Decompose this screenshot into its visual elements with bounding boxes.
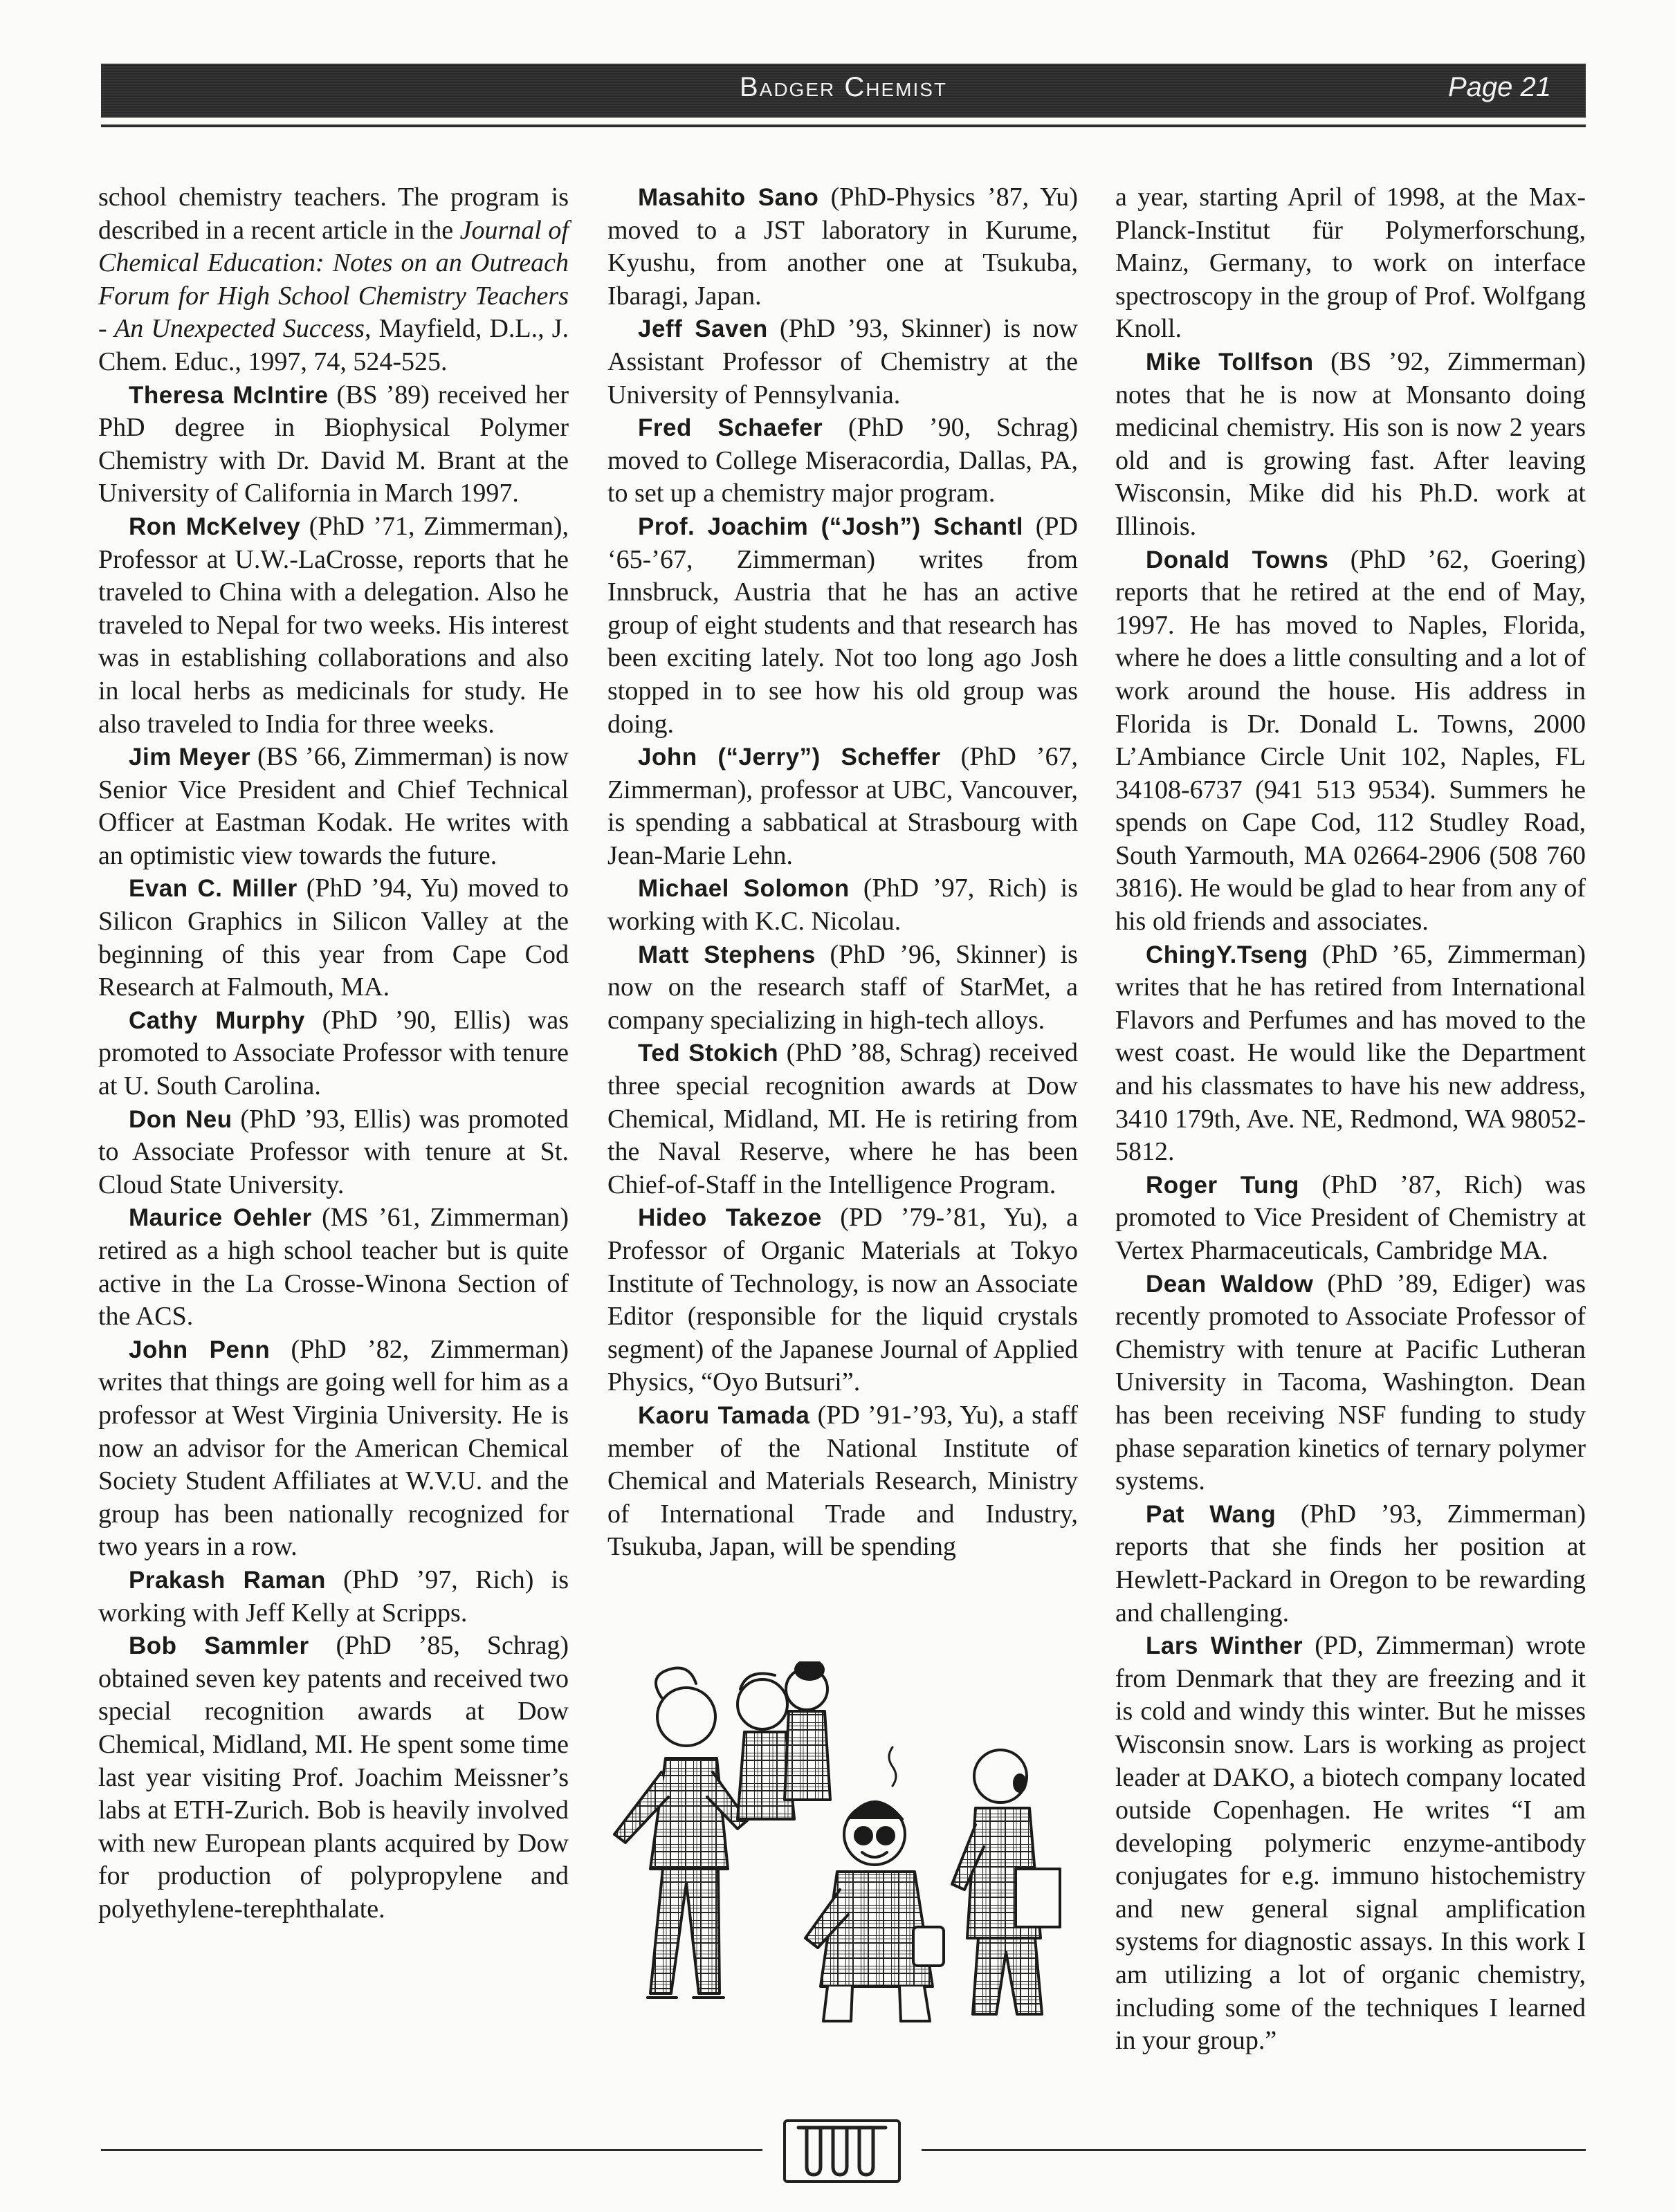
alumni-text: (PD ’91-’93, Yu), a staff member of the National Institute of Chemical and Materials Research, Ministry of International Trade and Industry, Tsukuba, Japan, will be spending	[607, 1400, 1078, 1562]
alumni-entry	[98, 1004, 569, 1103]
alumni-text: (PD ‘65-’67, Zimmerman) writes from Innsbruck, Austria that he has an active group of eight students and that research has been exciting lately. Not too long ago Josh stopped in to see how his old group was doing.	[607, 511, 1078, 739]
alumni-name: Ted Stokich	[638, 1040, 779, 1067]
alumni-name: Fred Schaefer	[638, 414, 823, 442]
alumni-entry	[98, 741, 569, 872]
alumni-name: Pat Wang	[1146, 1500, 1276, 1528]
alumni-entry	[607, 181, 1078, 313]
footer-rule	[922, 2149, 1586, 2151]
column-3	[1115, 181, 1586, 2058]
alumni-name: John (“Jerry”) Scheffer	[638, 744, 941, 771]
alumni-text: (PhD-Physics ’87, Yu) moved to a JST laboratory in Kurume, Kyushu, from another one at Tsukuba, Ibaragi, Japan.	[607, 183, 1078, 311]
alumni-text: (BS ’89) received her PhD degree in Biophysical Polymer Chemistry with Dr. David M. Brant at the University of California in March 1997.	[98, 380, 569, 508]
alumni-name: Cathy Murphy	[129, 1006, 305, 1034]
alumni-entry	[1115, 544, 1586, 939]
alumni-name: Ron McKelvey	[129, 513, 301, 540]
alumni-entry	[1115, 346, 1586, 544]
journal-title: Journal of Chemical Education: Notes on an Outreach Forum for High School Chemistry Teachers - An Unexpected Success	[98, 215, 569, 344]
page-number: Page 21	[1447, 72, 1551, 102]
alumni-text: (PhD ’97, Rich) is working with Jeff Kelly at Scripps.	[98, 1565, 569, 1628]
alumni-name: Prof. Joachim (“Josh”) Schantl	[638, 513, 1024, 540]
alumni-entry	[98, 1564, 569, 1630]
alumni-entry	[98, 1103, 569, 1202]
alumni-name: Roger Tung	[1146, 1171, 1299, 1199]
alumni-name: Don Neu	[129, 1105, 232, 1133]
alumni-text: (PhD ’94, Yu) moved to Silicon Graphics in Silicon Valley at the beginning of this year from Cape Cod Research at Falmouth, MA.	[98, 874, 569, 1002]
alumni-text: (PhD ’89, Ediger) was recently promoted to Associate Professor of Chemistry with tenure at Pacific Lutheran University in Tacoma, Washington. Dean has been receiving NSF funding to study phase separation kinetics of ternary polymer systems.	[1115, 1269, 1586, 1496]
alumni-entry	[607, 412, 1078, 510]
alumni-name: Theresa McIntire	[129, 381, 329, 409]
alumni-text: a year, starting April of 1998, at the Max-Planck-Institut für Polymerforschung, Mainz, Germany, to work on interface spectroscopy in the group of Prof. Wolfgang Knoll.	[1115, 183, 1586, 344]
paragraph-text: , Mayfield, D.L., J. Chem. Educ., 1997, 74, 524-525.	[98, 314, 569, 376]
alumni-text: (BS ’66, Zimmerman) is now Senior Vice President and Chief Technical Officer at Eastman Kodak. He writes with an optimistic view towards the future.	[98, 742, 569, 870]
alumni-text: (PhD ’87, Rich) was promoted to Vice President of Chemistry at Vertex Pharmaceuticals, Cambridge MA.	[1115, 1170, 1586, 1265]
alumni-text: (PD, Zimmerman) wrote from Denmark that they are freezing and it is cold and windy this winter. But he misses Wisconsin snow. Lars is working as project leader at DAKO, a biotech company located outside Copenhagen. He writes “I am developing polymeric enzyme-antibody conjugates for e.g. immuno histochemistry and new general signal amplification systems for diagnostic assays. In this work I am utilizing a lot of organic chemistry, including some of the techniques I learned in your group.”	[1115, 1631, 1586, 2056]
alumni-name: Masahito Sano	[638, 184, 819, 211]
paragraph-text: school chemistry teachers. The program is described in a recent article in the	[98, 183, 569, 245]
alumni-name: Jeff Saven	[638, 315, 768, 343]
alumni-entry	[607, 510, 1078, 741]
column-2	[607, 181, 1078, 1564]
article-paragraph	[98, 181, 569, 379]
alumni-text: (PhD ’97, Rich) is working with K.C. Nicolau.	[607, 874, 1079, 937]
alumni-entry	[98, 1334, 569, 1564]
alumni-text: (PhD ’82, Zimmerman) writes that things are going well for him as a professor at West Virginia University. He is now an advisor for the American Chemical Society Student Affiliates at W.V.U. and the group has been nationally recognized for two years in a row.	[98, 1334, 569, 1562]
newsletter-title: Badger Chemist	[739, 72, 948, 102]
alumni-text: (MS ’61, Zimmerman) retired as a high school teacher but is quite active in the La Crosse-Winona Section of the ACS.	[98, 1203, 569, 1331]
alumni-name: Maurice Oehler	[129, 1204, 312, 1232]
alumni-entry	[607, 741, 1078, 872]
alumni-entry	[98, 1630, 569, 1926]
alumni-name: Prakash Raman	[129, 1566, 326, 1594]
alumni-entry	[98, 1201, 569, 1333]
alumni-text: (PhD ’71, Zimmerman), Professor at U.W.-LaCrosse, reports that he traveled to China with a delegation. Also he traveled to Nepal for two weeks. His interest was in establishing collaborations and also in local herbs as medicinals for study. He also traveled to India for three weeks.	[98, 511, 569, 739]
footer-rule	[101, 2149, 762, 2151]
alumni-name: Michael Solomon	[638, 875, 850, 903]
alumni-entry	[1115, 1630, 1586, 2058]
alumni-name: Mike Tollfson	[1146, 348, 1314, 376]
alumni-text: (PhD ’93, Ellis) was promoted to Associate Professor with tenure at St. Cloud State University.	[98, 1104, 569, 1199]
alumni-entry	[607, 1037, 1078, 1201]
alumni-entry	[98, 872, 569, 1004]
alumni-text: (PhD ’90, Ellis) was promoted to Associate Professor with tenure at U. South Carolina.	[98, 1005, 569, 1101]
alumni-text: (PD ’79-’81, Yu), a Professor of Organic Materials at Tokyo Institute of Technology, is now an Associate Editor (responsible for the liquid crystals segment) of the Japanese Journal of Applied Physics, “Oyo Butsuri”.	[607, 1203, 1078, 1397]
alumni-entry	[607, 313, 1078, 412]
column-1	[98, 181, 569, 1926]
alumni-entry	[607, 1399, 1078, 1564]
alumni-name: Evan C. Miller	[129, 875, 298, 903]
alumni-entry	[607, 939, 1078, 1038]
alumni-name: Dean Waldow	[1146, 1270, 1314, 1298]
alumni-entry-continued	[1115, 181, 1586, 346]
alumni-name: Kaoru Tamada	[638, 1401, 810, 1429]
alumni-name: Bob Sammler	[129, 1632, 309, 1660]
alumni-name: John Penn	[129, 1336, 271, 1363]
alumni-entry	[607, 1201, 1078, 1399]
alumni-text: (PhD ’62, Goering) reports that he retired at the end of May, 1997. He has moved to Naples, Florida, where he does a little consulting and a lot of work around the house. His address in Florida is Dr. Donald L. Towns, 2000 L’Ambiance Circle Unit 102, Naples, FL 34108-6737 (941 513 9534). Summers he spends on Cape Cod, 112 Studley Road, South Yarmouth, MA 02664-2906 (508 760 3816). He would be glad to hear from any of his old friends and associates.	[1115, 544, 1586, 937]
header-rule	[101, 125, 1586, 127]
alumni-text: (PhD ’65, Zimmerman) writes that he has retired from International Flavors and Perfumes and has moved to the west coast. He would like the Department and his classmates to have his new address, 3410 179th, Ave. NE, Redmond, WA 98052-5812.	[1115, 939, 1586, 1167]
alumni-entry	[1115, 1498, 1586, 1630]
alumni-entry	[98, 510, 569, 741]
alumni-name: Jim Meyer	[129, 744, 251, 771]
alumni-name: Hideo Takezoe	[638, 1204, 822, 1232]
alumni-name: Matt Stephens	[638, 941, 816, 968]
test-tubes-icon	[786, 2122, 898, 2180]
alumni-entry	[1115, 1169, 1586, 1268]
alumni-name: Donald Towns	[1146, 546, 1329, 573]
alumni-text: (PhD ’88, Schrag) received three special recognition awards at Dow Chemical, Midland, MI. He is retiring from the Naval Reserve, where he has been Chief-of-Staff in the Intelligence Program.	[607, 1038, 1078, 1199]
alumni-name: Lars Winther	[1146, 1632, 1303, 1660]
alumni-entry	[1115, 939, 1586, 1169]
alumni-entry	[1115, 1268, 1586, 1498]
alumni-text: (PhD ’85, Schrag) obtained seven key patents and received two special recognition awards at Dow Chemical, Midland, MI. He spent some time last year visiting Prof. Joachim Meissner’s labs at ETH-Zurich. Bob is heavily involved with new European plants acquired by Dow for production of polypropylene and polyethylene-terephthalate.	[98, 1631, 569, 1924]
alumni-text: (PhD ’93, Zimmerman) reports that she finds her position at Hewlett-Packard in Oregon to be rewarding and challenging.	[1115, 1499, 1586, 1628]
alumni-text: (PhD ’67, Zimmerman), professor at UBC, Vancouver, is spending a sabbatical at Strasbourg with Jean-Marie Lehn.	[607, 742, 1078, 870]
alumni-text: (PhD ’96, Skinner) is now on the research staff of StarMet, a company specializing in high-tech alloys.	[607, 939, 1078, 1035]
test-tubes-logo-icon	[783, 2119, 901, 2183]
scientists-cartoon-illustration	[602, 1661, 1086, 2035]
alumni-entry	[98, 379, 569, 510]
alumni-text: (BS ’92, Zimmerman) notes that he is now at Monsanto doing medicinal chemistry. His son is now 2 years old and is growing fast. After leaving Wisconsin, Mike did his Ph.D. work at Illinois.	[1115, 347, 1586, 541]
alumni-text: (PhD ’90, Schrag) moved to College Miseracordia, Dallas, PA, to set up a chemistry major program.	[607, 413, 1078, 508]
page-header-bar	[101, 64, 1586, 118]
alumni-entry	[607, 872, 1078, 938]
alumni-name: ChingY.Tseng	[1146, 941, 1308, 968]
alumni-text: (PhD ’93, Skinner) is now Assistant Professor of Chemistry at the University of Pennsylvania.	[607, 314, 1078, 409]
